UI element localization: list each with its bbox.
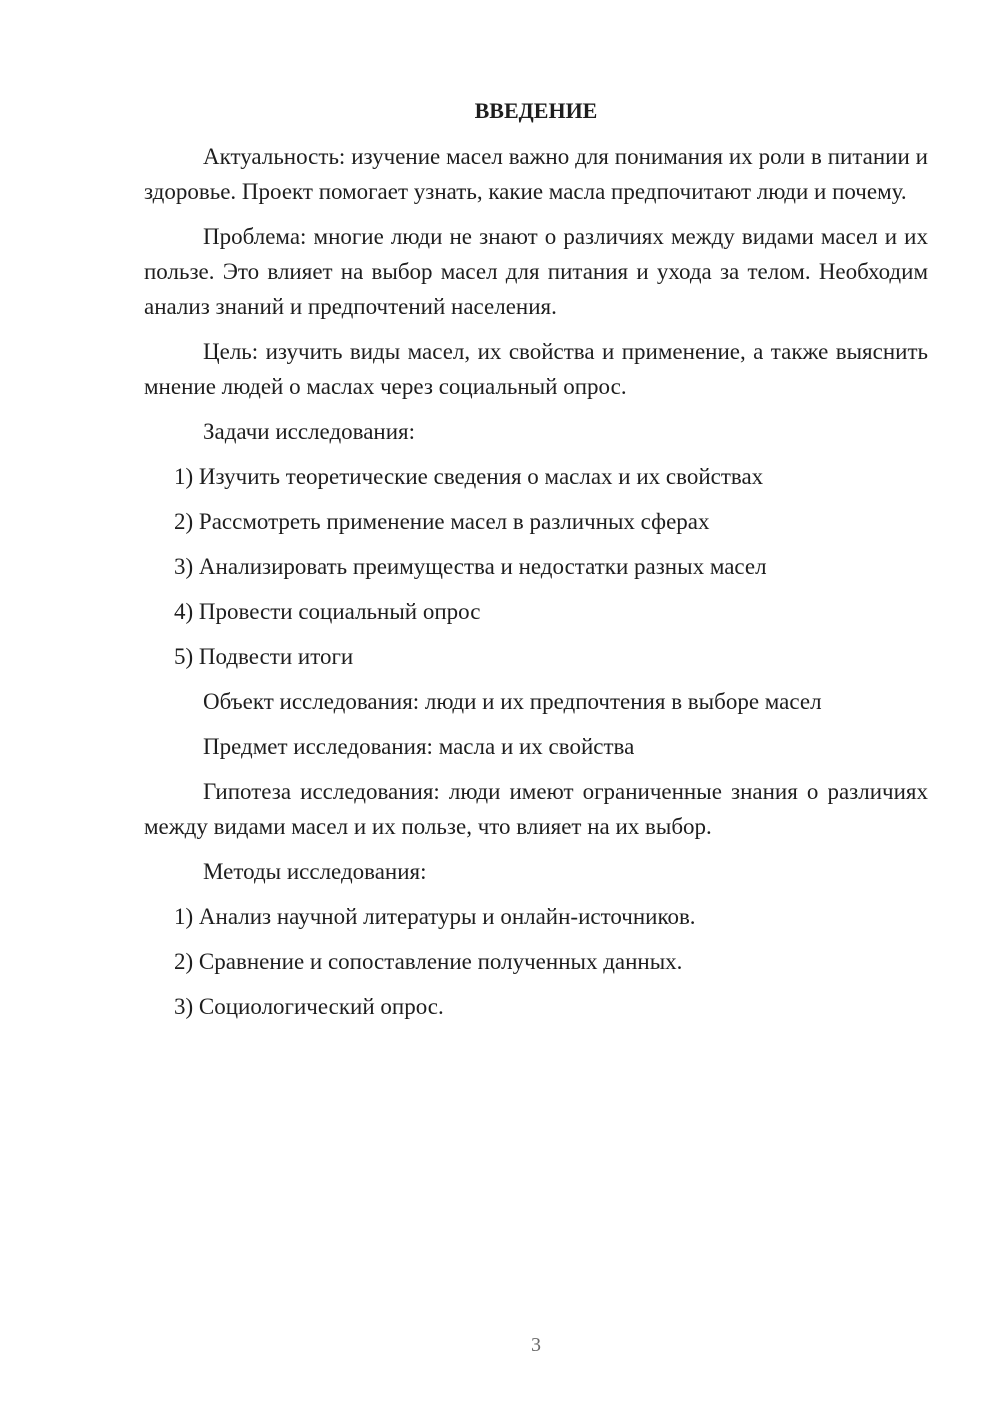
methods-list	[144, 899, 928, 1024]
research-subject: Предмет исследования: масла и их свойства	[203, 734, 635, 759]
method-item: 2) Сравнение и сопоставление полученных данных.	[174, 949, 683, 974]
hypothesis-paragraph: Гипотеза исследования: люди имеют ограниченные знания о различиях между видами масел и их пользе, что влияет на их выбор.	[144, 779, 928, 839]
task-item: 2) Рассмотреть применение масел в различных сферах	[174, 509, 710, 534]
tasks-list	[144, 459, 928, 674]
page-number: 3	[531, 1334, 541, 1356]
relevance-paragraph: Актуальность: изучение масел важно для понимания их роли в питании и здоровье. Проект помогает узнать, какие масла предпочитают люди и почему.	[144, 144, 928, 204]
problem-paragraph: Проблема: многие люди не знают о различиях между видами масел и их пользе. Это влияет на выбор масел для питания и ухода за телом. Необходим анализ знаний и предпочтений населения.	[144, 224, 928, 319]
goal-paragraph: Цель: изучить виды масел, их свойства и применение, а также выяснить мнение людей о маслах через социальный опрос.	[144, 339, 928, 399]
method-item: 1) Анализ научной литературы и онлайн-источников.	[174, 904, 696, 929]
method-item: 3) Социологический опрос.	[174, 994, 444, 1019]
section-title: ВВЕДЕНИЕ	[474, 98, 598, 123]
task-item: 5) Подвести итоги	[174, 644, 354, 669]
research-object: Объект исследования: люди и их предпочтения в выборе масел	[203, 689, 822, 714]
task-item: 3) Анализировать преимущества и недостатки разных масел	[174, 554, 767, 579]
task-item: 1) Изучить теоретические сведения о маслах и их свойствах	[174, 464, 764, 489]
methods-heading: Методы исследования:	[203, 859, 427, 884]
page-content	[144, 96, 928, 1034]
tasks-heading: Задачи исследования:	[203, 419, 416, 444]
task-item: 4) Провести социальный опрос	[174, 599, 481, 624]
